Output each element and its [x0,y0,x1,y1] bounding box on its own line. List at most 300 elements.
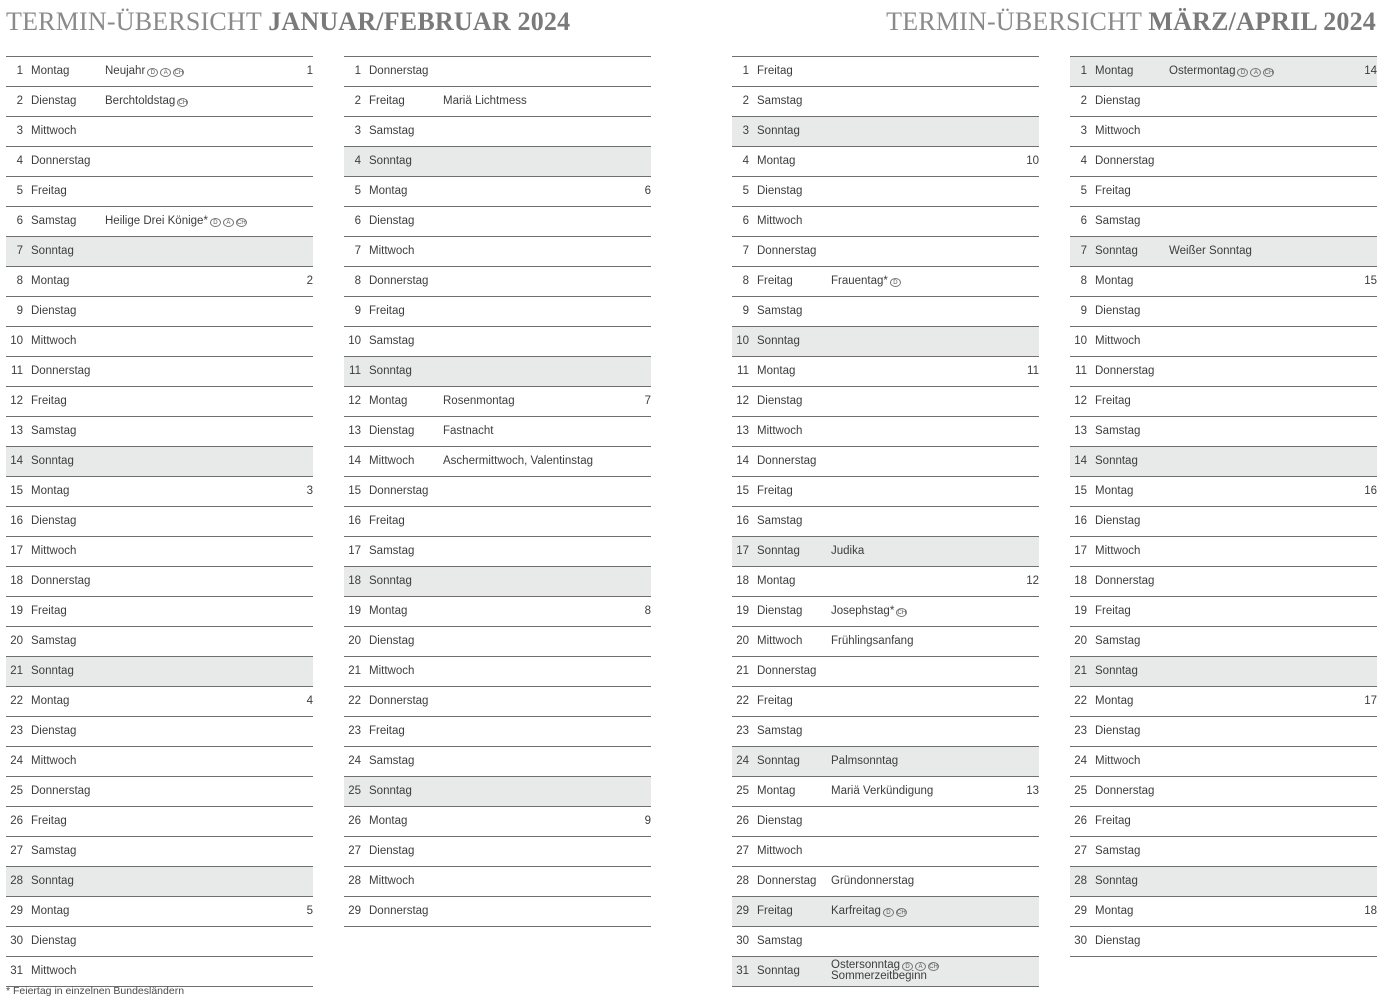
weekday: Montag [757,365,796,377]
day-row[interactable] [6,387,313,417]
day-row[interactable] [1070,117,1377,147]
weekday: Mittwoch [31,965,77,977]
weekday: Donnerstag [31,365,91,377]
calendar-week-number: 13 [1026,785,1039,797]
day-row[interactable] [344,57,651,87]
day-number: 16 [10,515,23,527]
day-row[interactable] [1070,897,1377,927]
day-row[interactable] [732,327,1039,357]
day-row[interactable] [6,897,313,927]
day-number: 28 [10,875,23,887]
day-row[interactable] [6,57,313,87]
day-number: 5 [742,185,749,197]
day-number: 29 [10,905,23,917]
calendar-week-number: 18 [1364,905,1377,917]
day-number: 29 [736,905,749,917]
calendar-week-number: 9 [644,815,651,827]
country-holiday-icon: D [890,278,901,287]
day-number: 22 [1074,695,1087,707]
day-row[interactable] [732,447,1039,477]
day-number: 28 [736,875,749,887]
day-row[interactable] [344,267,651,297]
day-row[interactable] [732,537,1039,567]
weekday: Sonntag [757,545,800,557]
weekday: Freitag [31,185,67,197]
day-row[interactable] [1070,927,1377,957]
day-number: 1 [16,65,23,77]
day-row[interactable] [344,297,651,327]
holiday-label [831,960,939,982]
holiday-label [105,65,184,77]
day-row[interactable] [732,117,1039,147]
day-row[interactable] [6,537,313,567]
calendar-week-number: 14 [1364,65,1377,77]
weekday: Freitag [31,815,67,827]
day-row[interactable] [6,957,313,987]
calendar-week-number: 16 [1364,485,1377,497]
weekday: Freitag [757,695,793,707]
day-row[interactable] [6,207,313,237]
day-row[interactable] [344,147,651,177]
holiday-label [831,905,907,917]
weekday: Freitag [757,65,793,77]
holiday-label [831,605,907,617]
day-row[interactable] [1070,417,1377,447]
day-row[interactable] [732,267,1039,297]
country-holiday-icon: CH [178,100,188,106]
day-row[interactable] [344,477,651,507]
day-number: 21 [736,665,749,677]
weekday: Samstag [31,845,77,857]
day-number: 7 [742,245,749,257]
weekday: Sonntag [369,575,412,587]
weekday: Mittwoch [1095,335,1141,347]
weekday: Montag [1095,275,1134,287]
country-holiday-icon: D [1237,68,1248,77]
month-column-januar [6,56,313,987]
day-number: 24 [1074,755,1087,767]
day-row[interactable] [344,717,651,747]
day-row[interactable] [1070,447,1377,477]
day-row[interactable] [6,627,313,657]
weekday: Samstag [369,755,415,767]
day-number: 24 [348,755,361,767]
day-number: 6 [1080,215,1087,227]
day-row[interactable] [732,807,1039,837]
day-row[interactable] [732,477,1039,507]
day-row[interactable] [6,837,313,867]
calendar-week-number: 11 [1027,365,1039,377]
day-row[interactable] [1070,627,1377,657]
calendar-week-number: 17 [1364,695,1377,707]
weekday: Dienstag [757,395,803,407]
day-row[interactable] [732,207,1039,237]
day-number: 8 [16,275,23,287]
day-row[interactable] [344,387,651,417]
weekday: Samstag [757,515,803,527]
weekday: Donnerstag [757,455,817,467]
day-row[interactable] [344,417,651,447]
holiday-name: Palmsonntag [831,755,899,767]
holiday-label [443,95,527,107]
weekday: Montag [1095,695,1134,707]
day-number: 14 [348,455,361,467]
day-row[interactable] [344,807,651,837]
day-row[interactable] [6,687,313,717]
day-row[interactable] [6,177,313,207]
day-row[interactable] [732,507,1039,537]
calendar-week-number: 5 [306,905,313,917]
day-number: 19 [348,605,361,617]
day-number: 9 [1080,305,1087,317]
day-row[interactable] [6,357,313,387]
day-row[interactable] [732,417,1039,447]
day-row[interactable] [344,177,651,207]
day-row[interactable] [1070,57,1377,87]
day-row[interactable] [6,147,313,177]
day-row[interactable] [732,897,1039,927]
day-row[interactable] [1070,147,1377,177]
day-row[interactable] [1070,237,1377,267]
weekday: Sonntag [1095,875,1138,887]
day-row[interactable] [732,147,1039,177]
weekday: Samstag [1095,425,1141,437]
day-row[interactable] [1070,807,1377,837]
day-number: 16 [736,515,749,527]
weekday: Dienstag [1095,515,1141,527]
weekday: Sonntag [1095,455,1138,467]
day-row[interactable] [1070,597,1377,627]
calendar-week-number: 6 [644,185,651,197]
weekday: Mittwoch [1095,125,1141,137]
weekday: Donnerstag [1095,575,1155,587]
day-number: 10 [10,335,23,347]
day-row[interactable] [344,537,651,567]
day-row[interactable] [1070,537,1377,567]
day-number: 3 [16,125,23,137]
country-holiday-icon: A [915,962,926,971]
weekday: Freitag [31,605,67,617]
day-number: 10 [348,335,361,347]
day-row[interactable] [344,237,651,267]
day-number: 15 [1074,485,1087,497]
day-row[interactable] [6,477,313,507]
day-number: 23 [348,725,361,737]
day-number: 15 [736,485,749,497]
page-title-left [6,4,570,40]
day-number: 5 [354,185,361,197]
holiday-name: Ostermontag [1169,65,1236,77]
weekday: Samstag [31,425,77,437]
day-row[interactable] [6,867,313,897]
day-row[interactable] [1070,387,1377,417]
holiday-label [831,545,864,557]
day-row[interactable] [344,657,651,687]
day-row[interactable] [6,657,313,687]
day-row[interactable] [344,747,651,777]
day-row[interactable] [1070,687,1377,717]
weekday: Montag [369,185,408,197]
day-row[interactable] [344,327,651,357]
day-row[interactable] [1070,87,1377,117]
day-row[interactable] [6,327,313,357]
day-row[interactable] [6,717,313,747]
holiday-label [105,215,247,227]
day-number: 11 [737,365,749,377]
day-row[interactable] [344,837,651,867]
day-number: 31 [736,965,749,977]
day-number: 10 [1074,335,1087,347]
day-row[interactable] [344,507,651,537]
day-row[interactable] [6,597,313,627]
country-holiday-icon: D [147,68,158,77]
day-row[interactable] [732,837,1039,867]
day-number: 15 [348,485,361,497]
weekday: Donnerstag [369,695,429,707]
day-number: 18 [348,575,361,587]
day-row[interactable] [1070,207,1377,237]
weekday: Montag [369,395,408,407]
holiday-label [831,785,933,797]
calendar-week-number: 2 [306,275,313,287]
weekday: Dienstag [31,95,77,107]
weekday: Freitag [757,275,793,287]
weekday: Sonntag [31,875,74,887]
day-number: 30 [10,935,23,947]
day-row[interactable] [6,87,313,117]
day-row[interactable] [6,807,313,837]
day-number: 7 [1080,245,1087,257]
day-row[interactable] [732,747,1039,777]
weekday: Dienstag [757,605,803,617]
day-number: 29 [348,905,361,917]
weekday: Dienstag [31,305,77,317]
day-number: 1 [354,65,361,77]
day-number: 27 [348,845,361,857]
day-row[interactable] [344,867,651,897]
day-row[interactable] [344,597,651,627]
country-holiday-icon: CH [897,610,907,616]
day-row[interactable] [344,87,651,117]
day-number: 2 [354,95,361,107]
day-row[interactable] [732,357,1039,387]
day-number: 30 [1074,935,1087,947]
day-number: 17 [348,545,361,557]
day-row[interactable] [6,297,313,327]
weekday: Sonntag [757,755,800,767]
day-row[interactable] [1070,357,1377,387]
day-row[interactable] [344,567,651,597]
day-row[interactable] [6,927,313,957]
weekday: Montag [757,155,796,167]
day-row[interactable] [1070,507,1377,537]
day-row[interactable] [1070,657,1377,687]
day-row[interactable] [1070,567,1377,597]
weekday: Freitag [757,485,793,497]
month-column-februar [344,56,651,927]
day-number: 19 [10,605,23,617]
day-row[interactable] [1070,297,1377,327]
day-number: 12 [1074,395,1087,407]
day-row[interactable] [732,687,1039,717]
day-row[interactable] [1070,717,1377,747]
day-number: 5 [1080,185,1087,197]
day-number: 6 [354,215,361,227]
day-number: 23 [10,725,23,737]
day-row[interactable] [6,567,313,597]
month-column-maerz [732,56,1039,987]
day-row[interactable] [732,87,1039,117]
day-row[interactable] [1070,777,1377,807]
country-holiday-icon: D [883,908,894,917]
weekday: Sonntag [369,155,412,167]
weekday: Donnerstag [31,785,91,797]
weekday: Donnerstag [1095,785,1155,797]
day-row[interactable] [732,867,1039,897]
weekday: Freitag [369,515,405,527]
day-number: 18 [736,575,749,587]
day-row[interactable] [6,267,313,297]
day-row[interactable] [732,57,1039,87]
day-row[interactable] [1070,867,1377,897]
weekday: Samstag [1095,215,1141,227]
day-number: 4 [742,155,749,167]
holiday-name: Berchtoldstag [105,95,176,107]
holiday-name: Gründonnerstag [831,875,915,887]
day-number: 20 [348,635,361,647]
day-number: 15 [10,485,23,497]
day-row[interactable] [6,447,313,477]
country-holiday-icon: D [902,962,913,971]
day-number: 11 [349,365,361,377]
holiday-name: Ostersonntag [831,959,901,971]
holiday-name: Aschermittwoch, Valentinstag [443,455,593,467]
day-row[interactable] [6,237,313,267]
weekday: Samstag [31,215,77,227]
weekday: Samstag [1095,635,1141,647]
day-row[interactable] [6,417,313,447]
weekday: Samstag [369,125,415,137]
weekday: Mittwoch [369,245,415,257]
day-number: 13 [348,425,361,437]
day-number: 2 [742,95,749,107]
weekday: Donnerstag [369,275,429,287]
day-number: 26 [10,815,23,827]
weekday: Sonntag [31,665,74,677]
day-row[interactable] [732,387,1039,417]
day-row[interactable] [1070,327,1377,357]
day-row[interactable] [1070,747,1377,777]
day-row[interactable] [732,717,1039,747]
day-row[interactable] [344,687,651,717]
day-row[interactable] [6,117,313,147]
day-number: 12 [10,395,23,407]
day-row[interactable] [732,297,1039,327]
day-number: 3 [1080,125,1087,137]
day-row[interactable] [344,207,651,237]
day-row[interactable] [732,777,1039,807]
weekday: Sonntag [1095,245,1138,257]
day-row[interactable] [1070,267,1377,297]
holiday-label [831,635,913,647]
weekday: Mittwoch [31,755,77,767]
holiday-name: Karfreitag [831,905,881,917]
day-number: 1 [1080,65,1087,77]
day-row[interactable] [6,747,313,777]
day-row[interactable] [732,627,1039,657]
day-number: 6 [16,215,23,227]
day-row[interactable] [732,657,1039,687]
day-number: 9 [16,305,23,317]
weekday: Montag [369,605,408,617]
weekday: Mittwoch [369,665,415,677]
day-row[interactable] [732,597,1039,627]
day-row[interactable] [344,627,651,657]
weekday: Freitag [1095,815,1131,827]
day-number: 16 [1074,515,1087,527]
weekday: Donnerstag [1095,365,1155,377]
weekday: Sonntag [369,785,412,797]
day-row[interactable] [732,957,1039,987]
day-number: 4 [1080,155,1087,167]
weekday: Freitag [369,725,405,737]
weekday: Dienstag [369,845,415,857]
day-row[interactable] [344,897,651,927]
weekday: Samstag [757,935,803,947]
weekday: Freitag [1095,605,1131,617]
weekday: Donnerstag [757,875,817,887]
calendar-week-number: 1 [306,65,313,77]
weekday: Dienstag [31,515,77,527]
day-number: 26 [736,815,749,827]
title-prefix: TERMIN-ÜBERSICHT [6,7,269,36]
weekday: Samstag [369,545,415,557]
day-row[interactable] [1070,477,1377,507]
day-row[interactable] [732,237,1039,267]
day-number: 28 [348,875,361,887]
day-number: 8 [1080,275,1087,287]
day-row[interactable] [344,357,651,387]
day-row[interactable] [1070,177,1377,207]
day-row[interactable] [344,447,651,477]
day-number: 1 [742,65,749,77]
day-number: 12 [736,395,749,407]
day-number: 25 [1074,785,1087,797]
day-number: 5 [16,185,23,197]
day-row[interactable] [732,567,1039,597]
weekday: Donnerstag [31,155,91,167]
day-row[interactable] [344,117,651,147]
holiday-name: Fastnacht [443,425,494,437]
day-number: 21 [10,665,23,677]
weekday: Freitag [369,95,405,107]
weekday: Samstag [757,95,803,107]
day-number: 27 [10,845,23,857]
day-number: 20 [736,635,749,647]
calendar-week-number: 8 [644,605,651,617]
day-row[interactable] [732,177,1039,207]
day-row[interactable] [344,777,651,807]
day-number: 9 [742,305,749,317]
day-row[interactable] [6,507,313,537]
day-row[interactable] [1070,837,1377,867]
weekday: Freitag [1095,395,1131,407]
day-row[interactable] [6,777,313,807]
day-row[interactable] [732,927,1039,957]
holiday-label [443,395,515,407]
day-number: 13 [736,425,749,437]
holiday-name: Mariä Lichtmess [443,95,527,107]
